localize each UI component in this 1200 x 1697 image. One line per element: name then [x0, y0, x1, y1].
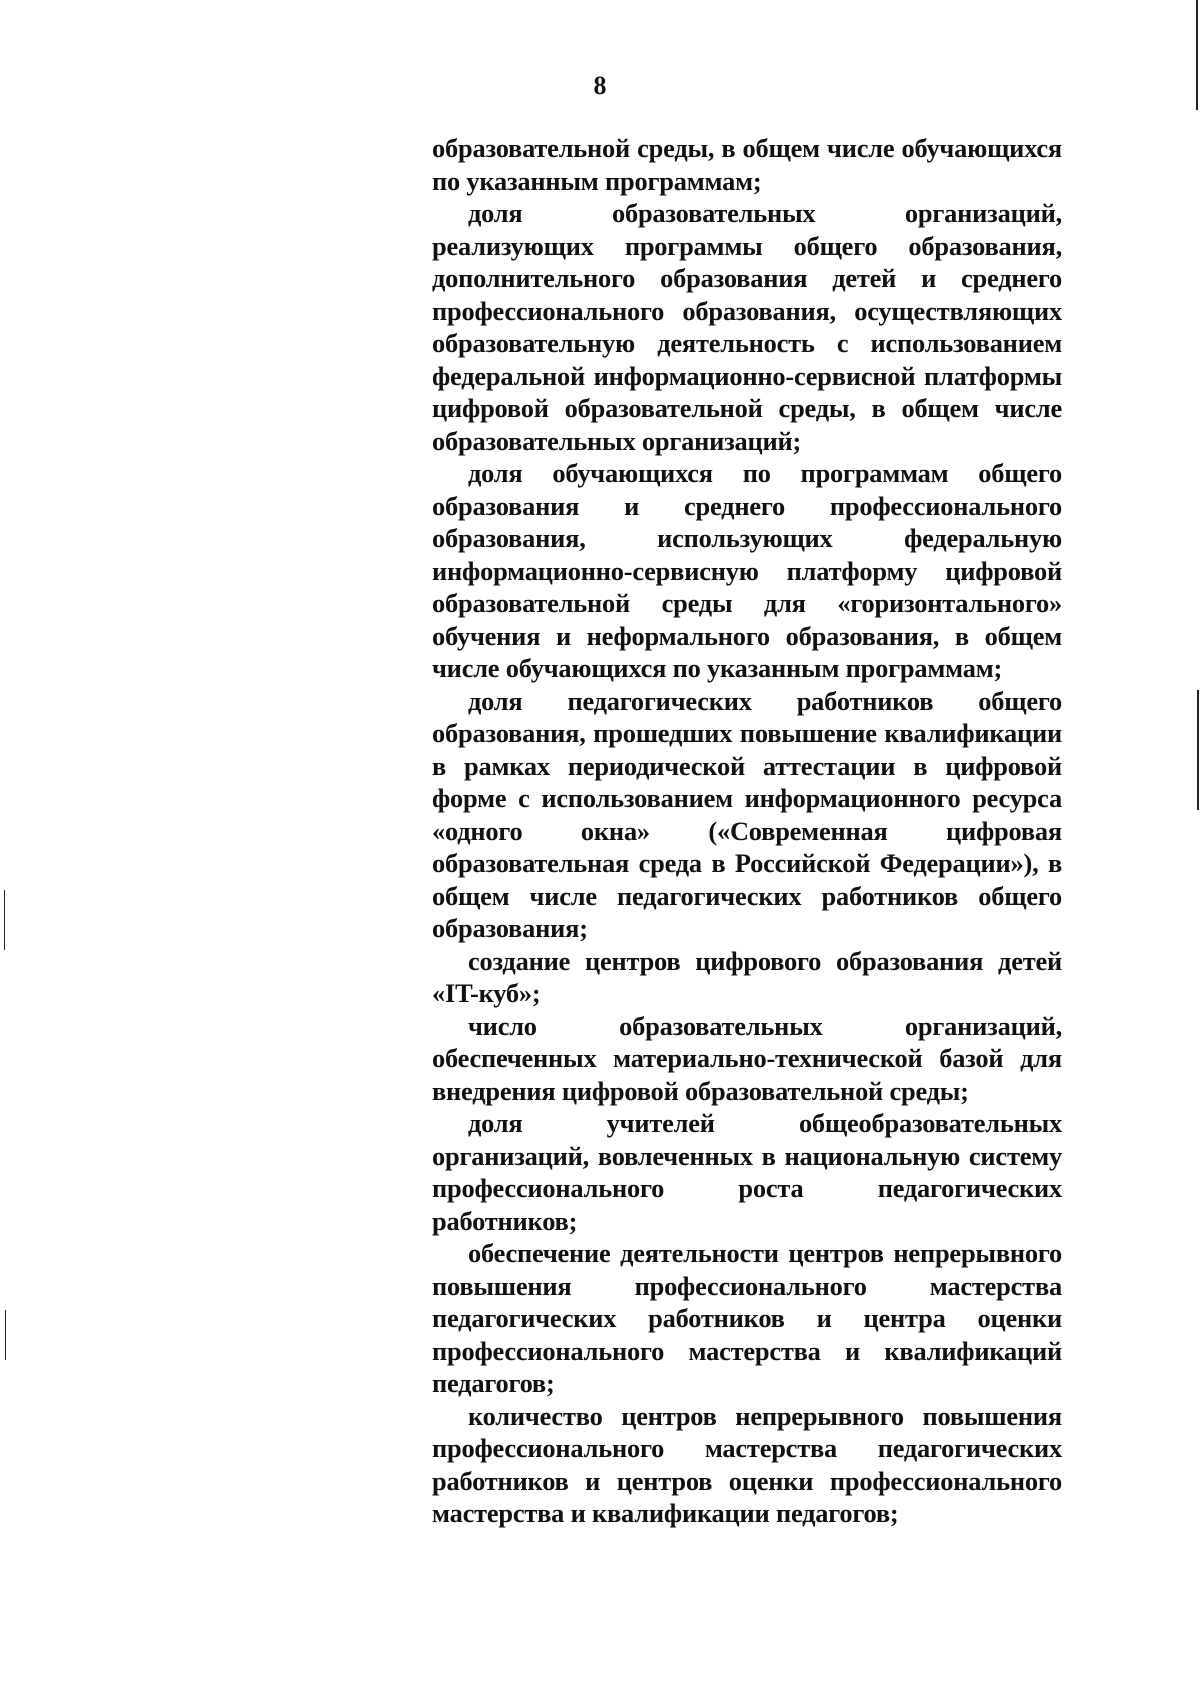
scan-artifact-left-mid [4, 890, 5, 950]
scan-artifact-right-top [1196, 0, 1198, 110]
scan-artifact-right-mid [1197, 690, 1199, 810]
paragraph: обеспечение деятельности центров непрерывного повышения профессионального мастерства педагогических работников и центра оценки профессионального мастерства и квалификаций педагогов; [432, 1238, 1062, 1398]
paragraph: доля педагогических работников общего образования, прошедших повышение квалификации в рамках периодической аттестации в цифровой форме с использованием информационного ресурса «одного окна» («Современная цифровая образовательная среда в Российской Федерации»), в общем числе педагогических работников общего образования; [432, 685, 1062, 943]
paragraph: доля образовательных организаций, реализующих программы общего образования, дополнительного образования детей и среднего профессионального образования, осуществляющих образовательную деятельность с использованием федеральной информационно-сервисной платформы цифровой образовательной среды, в общем числе образовательных организаций; [432, 198, 1062, 456]
document-body [432, 132, 1062, 1530]
scan-artifact-left-low [5, 1310, 6, 1360]
page-number: 8 [593, 71, 607, 100]
paragraph: количество центров непрерывного повышения профессионального мастерства педагогических работников и центров оценки профессионального мастерства и квалификации педагогов; [432, 1400, 1062, 1528]
paragraph: доля обучающихся по программам общего образования и среднего профессионального образования, использующих федеральную информационно-сервисную платформу цифровой образовательной среды для «горизонтального» обучения и неформального образования, в общем числе обучающихся по указанным программам; [432, 458, 1062, 683]
paragraph: образовательной среды, в общем числе обучающихся по указанным программам; [432, 133, 1062, 196]
paragraph: число образовательных организаций, обеспеченных материально-технической базой для внедрения цифровой образовательной среды; [432, 1010, 1062, 1106]
paragraph: создание центров цифрового образования детей «IT-куб»; [432, 945, 1062, 1008]
paragraph: доля учителей общеобразовательных организаций, вовлеченных в национальную систему профессионального роста педагогических работников; [432, 1108, 1062, 1236]
